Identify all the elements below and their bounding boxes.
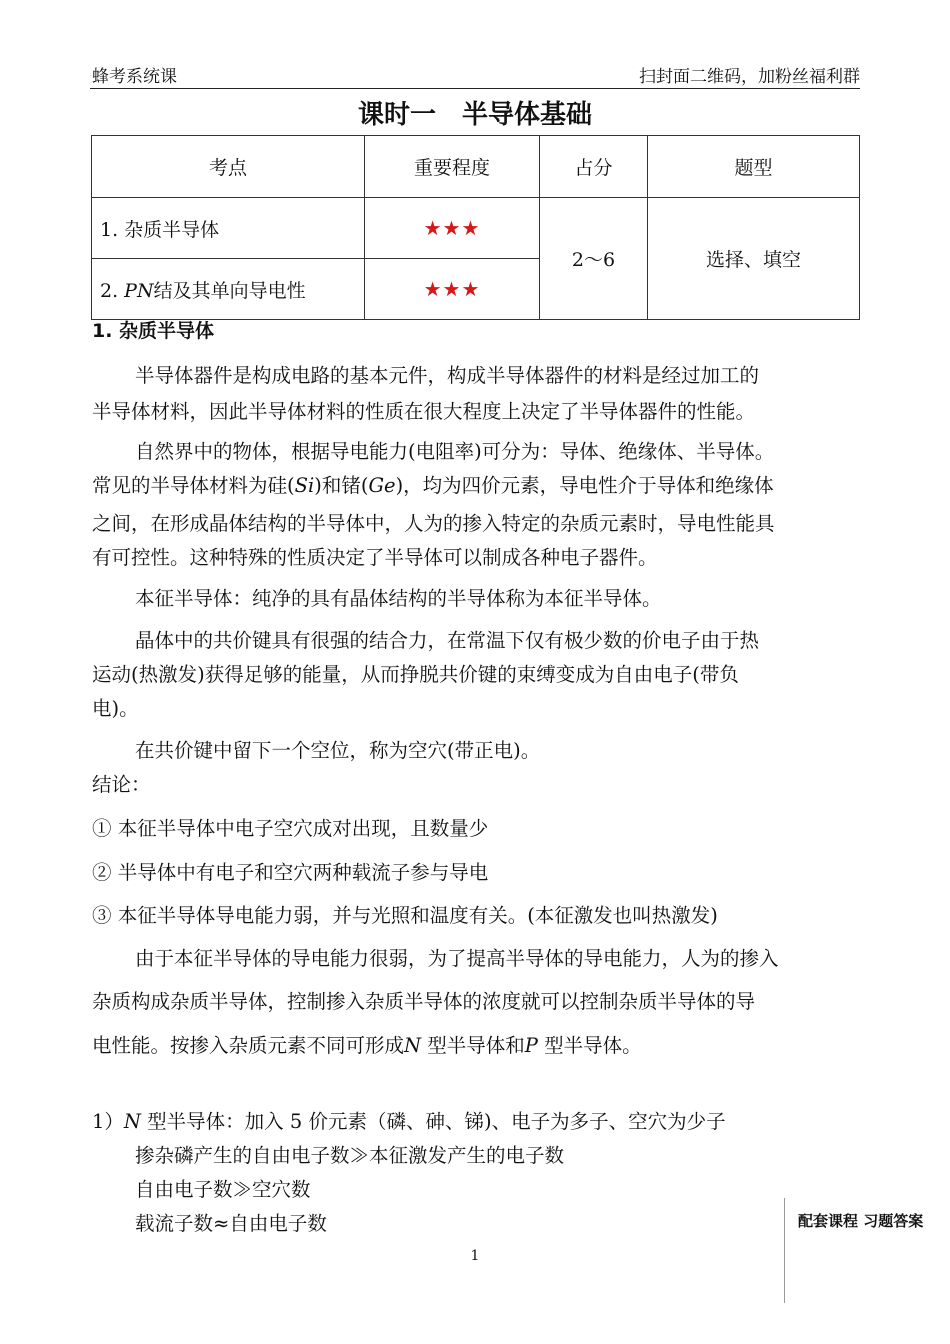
text-span: 型半导体。 <box>537 1034 642 1057</box>
table-header-cell: 重要程度 <box>365 136 540 198</box>
header-left-text: 蜂考系统课 <box>92 67 177 87</box>
importance-cell <box>365 259 540 320</box>
list-subline: 掺杂磷产生的自由电子数≫本征激发产生的电子数 <box>135 1144 565 1167</box>
table-header-cell: 占分 <box>540 136 648 198</box>
paragraph-line: 在共价键中留下一个空位，称为空穴(带正电)。 <box>135 739 541 762</box>
footer-course-link[interactable]: 配套课程 习题答案 <box>798 1212 924 1230</box>
italic-symbol: Ge <box>368 474 396 497</box>
paragraph-line <box>92 470 862 498</box>
text-span: 电性能。按掺入杂质元素不同可形成 <box>92 1034 405 1057</box>
table-header-row <box>92 136 860 198</box>
score-cell: 2～6 <box>540 198 648 320</box>
italic-symbol: P <box>524 1034 538 1057</box>
paragraph-line: 电)。 <box>92 697 139 720</box>
exam-points-table <box>91 135 860 320</box>
conclusion-item: ① 本征半导体中电子空穴成对出现，且数量少 <box>92 817 489 840</box>
paragraph-line: 杂质构成杂质半导体，控制掺入杂质半导体的浓度就可以控制杂质半导体的导 <box>92 990 756 1013</box>
paragraph-line: 本征半导体：纯净的具有晶体结构的半导体称为本征半导体。 <box>135 587 662 610</box>
table-row <box>92 198 860 259</box>
topic-prefix: 2. <box>100 279 125 302</box>
paragraph-line: 自然界中的物体，根据导电能力(电阻率)可分为：导体、绝缘体、半导体。 <box>135 440 775 463</box>
header-divider <box>90 88 860 89</box>
topic-cell: 1. 杂质半导体 <box>92 198 365 259</box>
paragraph-line: 由于本征半导体的导电能力很弱，为了提高半导体的导电能力，人为的掺入 <box>135 947 779 970</box>
paragraph-line: 有可控性。这种特殊的性质决定了半导体可以制成各种电子器件。 <box>92 546 658 569</box>
list-subline: 载流子数≈自由电子数 <box>135 1212 327 1235</box>
star-rating: ★★★ <box>423 277 481 301</box>
conclusion-item: ② 半导体中有电子和空穴两种载流子参与导电 <box>92 861 489 884</box>
table-header-cell: 题型 <box>648 136 860 198</box>
paragraph-line <box>92 1030 862 1058</box>
paragraph-line: 运动(热激发)获得足够的能量，从而挣脱共价键的束缚变成为自由电子(带负 <box>92 663 739 686</box>
topic-italic: PN <box>124 279 154 302</box>
star-rating: ★★★ <box>423 216 481 240</box>
topic-suffix: 结及其单向导电性 <box>153 279 306 302</box>
paragraph-line: 半导体材料，因此半导体材料的性质在很大程度上决定了半导体器件的性能。 <box>92 400 756 423</box>
paragraph-line: 半导体器件是构成电路的基本元件，构成半导体器件的材料是经过加工的 <box>135 364 760 387</box>
topic-cell <box>92 259 365 320</box>
section-heading: 1. 杂质半导体 <box>92 320 215 342</box>
text-span: )，均为四价元素，导电性介于导体和绝缘体 <box>395 474 774 497</box>
text-span: 型半导体和 <box>421 1034 525 1057</box>
page-title: 课时一 半导体基础 <box>357 100 592 130</box>
header-right-text: 扫封面二维码，加粉丝福利群 <box>639 67 860 87</box>
importance-cell <box>365 198 540 259</box>
text-span: )和锗( <box>314 474 369 497</box>
italic-symbol: Si <box>294 474 315 497</box>
table-header-cell: 考点 <box>92 136 365 198</box>
conclusion-item: ③ 本征半导体导电能力弱，并与光照和温度有关。(本征激发也叫热激发) <box>92 904 718 927</box>
text-span: 1） <box>92 1110 124 1133</box>
question-type-cell: 选择、填空 <box>648 198 860 320</box>
italic-symbol: N <box>123 1110 141 1133</box>
text-span: 型半导体：加入 5 价元素（磷、砷、锑)、电子为多子、空穴为少子 <box>140 1110 726 1133</box>
page-number: 1 <box>470 1248 480 1264</box>
paragraph-line: 之间，在形成晶体结构的半导体中，人为的掺入特定的杂质元素时，导电性能具 <box>92 512 775 535</box>
paragraph-line: 晶体中的共价键具有很强的结合力，在常温下仅有极少数的价电子由于热 <box>135 629 760 652</box>
list-subline: 自由电子数≫空穴数 <box>135 1178 311 1201</box>
text-span: 常见的半导体材料为硅( <box>92 474 295 497</box>
paragraph-line: 结论： <box>92 773 151 796</box>
list-item <box>92 1106 862 1134</box>
italic-symbol: N <box>404 1034 422 1057</box>
